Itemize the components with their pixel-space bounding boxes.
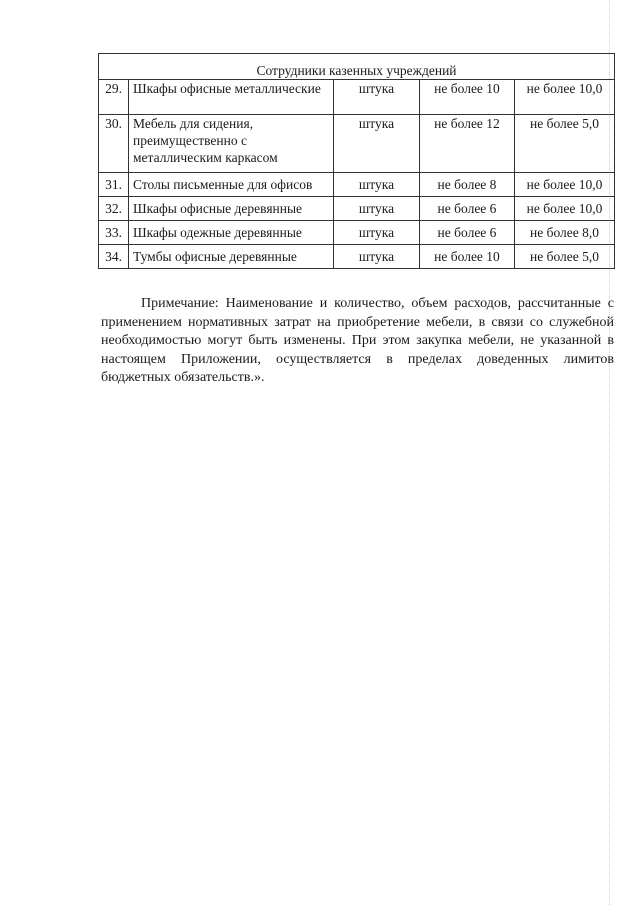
price-limit: не более 10,0	[515, 197, 615, 221]
row-number: 30.	[99, 115, 129, 173]
item-name: Мебель для сидения, преимущественно с металлическим каркасом	[129, 115, 334, 173]
item-name: Тумбы офисные деревянные	[129, 245, 334, 269]
price-limit: не более 8,0	[515, 221, 615, 245]
unit-of-measure: штука	[334, 197, 420, 221]
quantity-limit: не более 6	[420, 221, 515, 245]
table-row	[99, 115, 615, 173]
row-number: 32.	[99, 197, 129, 221]
quantity-limit: не более 10	[420, 245, 515, 269]
unit-of-measure: штука	[334, 221, 420, 245]
price-limit: не более 5,0	[515, 115, 615, 173]
price-limit: не более 5,0	[515, 245, 615, 269]
item-name: Шкафы офисные деревянные	[129, 197, 334, 221]
unit-of-measure: штука	[334, 115, 420, 173]
item-name: Шкафы одежные деревянные	[129, 221, 334, 245]
item-name: Шкафы офисные металлические	[129, 80, 334, 115]
price-limit: не более 10,0	[515, 173, 615, 197]
quantity-limit: не более 10	[420, 80, 515, 115]
row-number: 31.	[99, 173, 129, 197]
row-number: 34.	[99, 245, 129, 269]
note-paragraph: Примечание: Наименование и количество, объем расходов, рассчитанные с применением нормативных затрат на приобретение мебели, в связи со служебной необходимостью могут быть изменены. При этом закупка мебели, не указанной в настоящем Приложении, осуществляется в пределах доведенных лимитов бюджетных обязательств.».	[101, 296, 614, 385]
table-row	[99, 80, 615, 115]
price-limit: не более 10,0	[515, 80, 615, 115]
item-name: Столы письменные для офисов	[129, 173, 334, 197]
unit-of-measure: штука	[334, 245, 420, 269]
table-row	[99, 221, 615, 245]
quantity-limit: не более 6	[420, 197, 515, 221]
row-number: 29.	[99, 80, 129, 115]
section-title: Сотрудники казенных учреждений	[99, 54, 615, 80]
furniture-norms-table	[98, 53, 615, 269]
quantity-limit: не более 8	[420, 173, 515, 197]
quantity-limit: не более 12	[420, 115, 515, 173]
table-section-header-row	[99, 54, 615, 80]
table-row	[99, 173, 615, 197]
unit-of-measure: штука	[334, 173, 420, 197]
table-row	[99, 197, 615, 221]
table-row	[99, 245, 615, 269]
row-number: 33.	[99, 221, 129, 245]
unit-of-measure: штука	[334, 80, 420, 115]
